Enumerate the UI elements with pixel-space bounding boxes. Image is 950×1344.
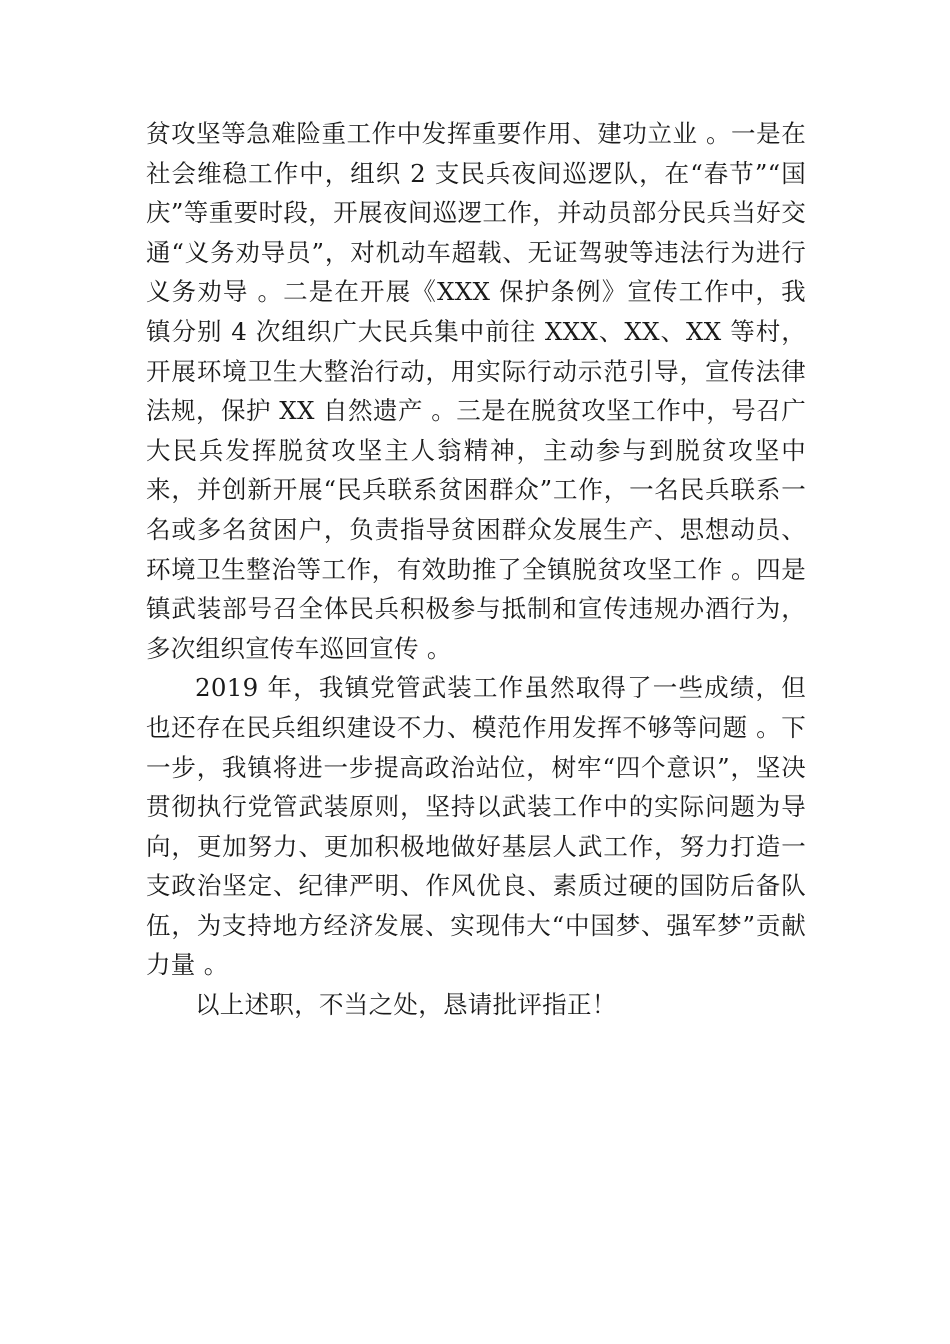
paragraph-summary: 2019 年，我镇党管武装工作虽然取得了一些成绩，但也还存在民兵组织建设不力、模范作用发挥不够等问题 。下一步，我镇将进一步提高政治站位，树牢“四个意识”，坚决贯彻执行党管武装原则，坚持以武装工作中的实际问题为导向，更加努力、更加积极地做好基层人武工作，努力打造一支政治坚定、纪律严明、作风优良、素质过硬的国防后备队伍，为支持地方经济发展、实现伟大“中国梦、强军梦”贡献力量 。 xyxy=(146,673,806,980)
paragraph-closing: 以上述职，不当之处，恳请批评指正！ xyxy=(195,990,617,1020)
paragraph-continuation: 贫攻坚等急难险重工作中发挥重要作用、建功立业 。一是在社会维稳工作中，组织 2 支民兵夜间巡逻队，在“春节”“国庆”等重要时段，开展夜间巡逻工作，并动员部分民兵当好交通“义务劝导员”，对机动车超载、无证驾驶等违法行为进行义务劝导 。二是在开展《XXX 保护条例》宣传工作中，我镇分别 4 次组织广大民兵集中前往 XXX、XX、XX 等村，开展环境卫生大整治行动，用实际行动示范引导，宣传法律法规，保护 XX 自然遗产 。三是在脱贫攻坚工作中，号召广大民兵发挥脱贫攻坚主人翁精神，主动参与到脱贫攻坚中来，并创新开展“民兵联系贫困群众”工作，一名民兵联系一名或多名贫困户，负责指导贫困群众发展生产、思想动员、环境卫生整治等工作，有效助推了全镇脱贫攻坚工作 。四是镇武装部号召全体民兵积极参与抵制和宣传违规办酒行为，多次组织宣传车巡回宣传 。 xyxy=(146,119,806,663)
document-body xyxy=(146,114,806,1025)
